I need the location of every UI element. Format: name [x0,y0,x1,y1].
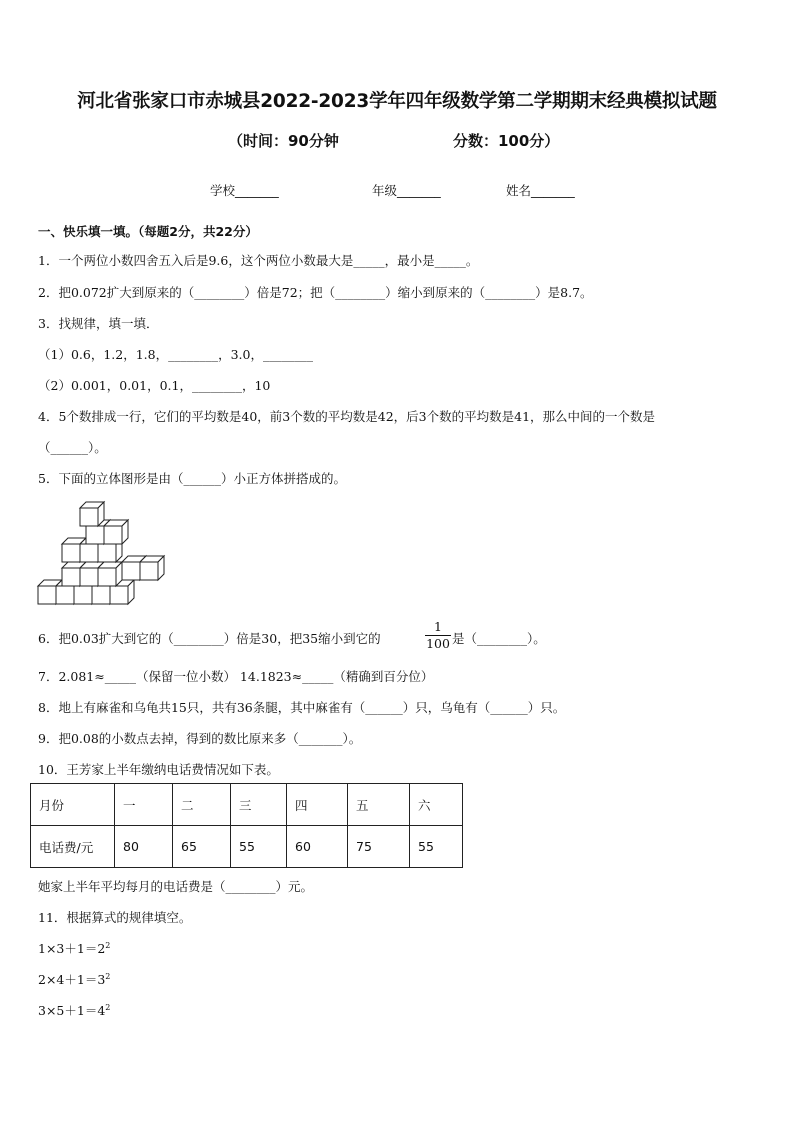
question-3-part-2: （2）0.001，0.01，0.1，________，10 [38,378,271,393]
name-field[interactable]: 姓名_______ [506,183,575,198]
formula-exponent: 2 [105,940,111,950]
question-9: 9．把0.08的小数点去掉，得到的数比原来多（_______）。 [38,731,362,746]
table-cell: 一 [115,784,173,826]
question-11: 11．根据算式的规律填空。 [38,910,192,925]
table-cell: 五 [348,784,410,826]
question-3: 3．找规律，填一填． [38,316,159,331]
question-4: 4．5个数排成一行，它们的平均数是40，前3个数的平均数是42，后3个数的平均数是41，那么中间的一个数是 [38,409,656,424]
fraction-one-hundredth [425,619,451,651]
table-cell: 55 [410,826,463,868]
fraction-denominator: 100 [426,636,450,651]
cube [98,562,122,586]
table-cell: 75 [348,826,410,868]
formula-line [38,1001,110,1019]
school-field[interactable]: 学校_______ [210,183,279,198]
table-cell: 三 [231,784,287,826]
exam-title: 河北省张家口市赤城县2022-2023学年四年级数学第二学期期末经典模拟试题 [77,91,717,112]
phone-fee-table [30,783,463,868]
time-limit: （时间：90分钟 [228,132,339,150]
table-cell: 六 [410,784,463,826]
table-cell: 二 [173,784,231,826]
table-cell: 55 [231,826,287,868]
table-row [31,826,463,868]
question-7: 7．2.081≈_____（保留一位小数） 14.1823≈_____（精确到百分位） [38,669,434,684]
question-6 [38,629,381,647]
formula-exponent: 2 [105,1002,111,1012]
cube [104,520,128,544]
table-cell: 65 [173,826,231,868]
question-6-text-a: 6．把0.03扩大到它的（________）倍是30，把35缩小到它的 [38,631,381,646]
section-heading: 一、快乐填一填。（每题2分，共22分） [38,224,258,239]
table-cell: 四 [287,784,348,826]
table-cell: 电话费/元 [31,826,115,868]
question-10: 10．王芳家上半年缴纳电话费情况如下表。 [38,762,279,777]
cube-stack-figure [34,500,174,610]
formula-line [38,970,110,988]
cube [80,502,104,526]
table-cell: 60 [287,826,348,868]
question-5: 5．下面的立体图形是由（______）小正方体拼搭成的。 [38,471,346,486]
fraction-numerator: 1 [434,619,442,634]
formula-text: 3×5＋1＝4 [38,1003,106,1018]
formula-exponent: 2 [105,971,111,981]
question-6-text-b: 是（________）。 [452,631,546,646]
formula-text: 2×4＋1＝3 [38,972,106,987]
grade-field[interactable]: 年级_______ [372,183,441,198]
table-row [31,784,463,826]
total-score: 分数：100分） [453,132,560,150]
formula-line [38,939,110,957]
question-4-answer: （______）。 [38,440,107,455]
question-10-answer: 她家上半年平均每月的电话费是（________）元。 [38,879,314,894]
question-3-part-1: （1）0.6，1.2，1.8，________，3.0，________ [38,347,313,362]
formula-text: 1×3＋1＝2 [38,941,106,956]
cube [140,556,164,580]
question-1: 1．一个两位小数四舍五入后是9.6，这个两位小数最大是_____，最小是_____。 [38,253,479,268]
question-2: 2．把0.072扩大到原来的（________）倍是72；把（________）缩小到原来的（________）是8.7。 [38,285,593,300]
table-cell: 80 [115,826,173,868]
table-cell: 月份 [31,784,115,826]
question-8: 8．地上有麻雀和乌龟共15只，共有36条腿，其中麻雀有（______）只，乌龟有（______）只。 [38,700,566,715]
